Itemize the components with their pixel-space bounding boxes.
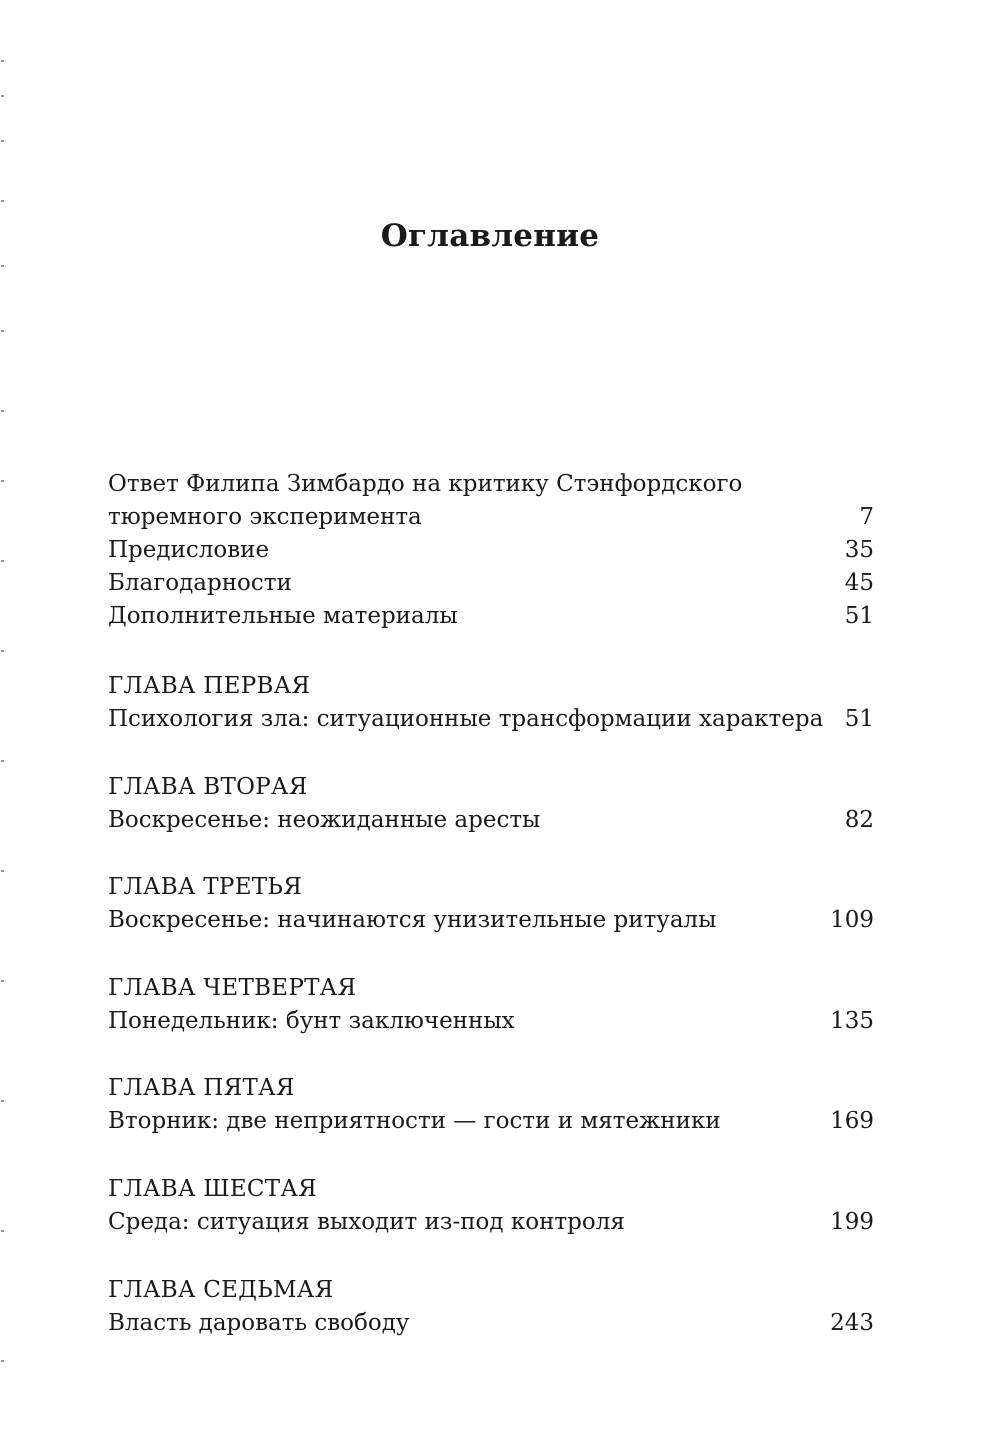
- front-matter-list: [108, 468, 874, 633]
- chapter-label: ГЛАВА ПЯТАЯ: [108, 1075, 295, 1101]
- chapter-page: 51: [844, 706, 874, 732]
- chapter-title: Вторник: две неприятности — гости и мятежники: [108, 1108, 721, 1134]
- chapter-label: ГЛАВА ПЕРВАЯ: [108, 673, 311, 699]
- chapter-title: Психология зла: ситуационные трансформации характера: [108, 706, 824, 732]
- chapter-label: ГЛАВА ЧЕТВЕРТАЯ: [108, 975, 357, 1001]
- chapter-title: Понедельник: бунт заключенных: [108, 1008, 515, 1034]
- chapter-entry[interactable]: [108, 771, 874, 837]
- chapter-title: Власть даровать свободу: [108, 1310, 410, 1336]
- toc-entry-title: Предисловие: [108, 537, 270, 563]
- chapter-entry[interactable]: [108, 1072, 874, 1138]
- chapter-entry[interactable]: [108, 972, 874, 1038]
- chapter-entry[interactable]: [108, 871, 874, 937]
- chapter-title: Воскресенье: неожиданные аресты: [108, 807, 541, 833]
- chapter-entry[interactable]: [108, 1173, 874, 1239]
- chapter-label: ГЛАВА ШЕСТАЯ: [108, 1176, 318, 1202]
- toc-entry-page: 35: [844, 537, 874, 563]
- chapter-entry[interactable]: [108, 670, 874, 736]
- chapter-title: Воскресенье: начинаются унизительные ритуалы: [108, 907, 717, 933]
- chapter-label: ГЛАВА ТРЕТЬЯ: [108, 874, 303, 900]
- chapter-page: 135: [830, 1008, 874, 1034]
- toc-entry[interactable]: [108, 534, 874, 567]
- chapter-page: 169: [830, 1108, 874, 1134]
- chapter-title: Среда: ситуация выходит из-под контроля: [108, 1209, 625, 1235]
- toc-entry-title: Дополнительные материалы: [108, 603, 458, 629]
- chapter-page: 199: [830, 1209, 874, 1235]
- toc-entry-page: 7: [859, 504, 874, 530]
- chapter-page: 243: [830, 1310, 874, 1336]
- toc-entry-page: 45: [844, 570, 874, 596]
- toc-entry-title: Благодарности: [108, 570, 292, 596]
- chapter-page: 109: [830, 907, 874, 933]
- chapter-entry[interactable]: [108, 1274, 874, 1340]
- chapter-page: 82: [844, 807, 874, 833]
- toc-entry-page: 51: [844, 603, 874, 629]
- toc-entry[interactable]: [108, 468, 874, 534]
- toc-entry[interactable]: [108, 600, 874, 633]
- toc-entry-title-line2: тюремного эксперимента: [108, 504, 422, 530]
- page-title: Оглавление: [380, 218, 600, 254]
- toc-entry-title-line1: Ответ Филипа Зимбардо на критику Стэнфордского: [108, 471, 743, 497]
- chapter-label: ГЛАВА СЕДЬМАЯ: [108, 1277, 334, 1303]
- toc-entry[interactable]: [108, 567, 874, 600]
- chapter-label: ГЛАВА ВТОРАЯ: [108, 774, 308, 800]
